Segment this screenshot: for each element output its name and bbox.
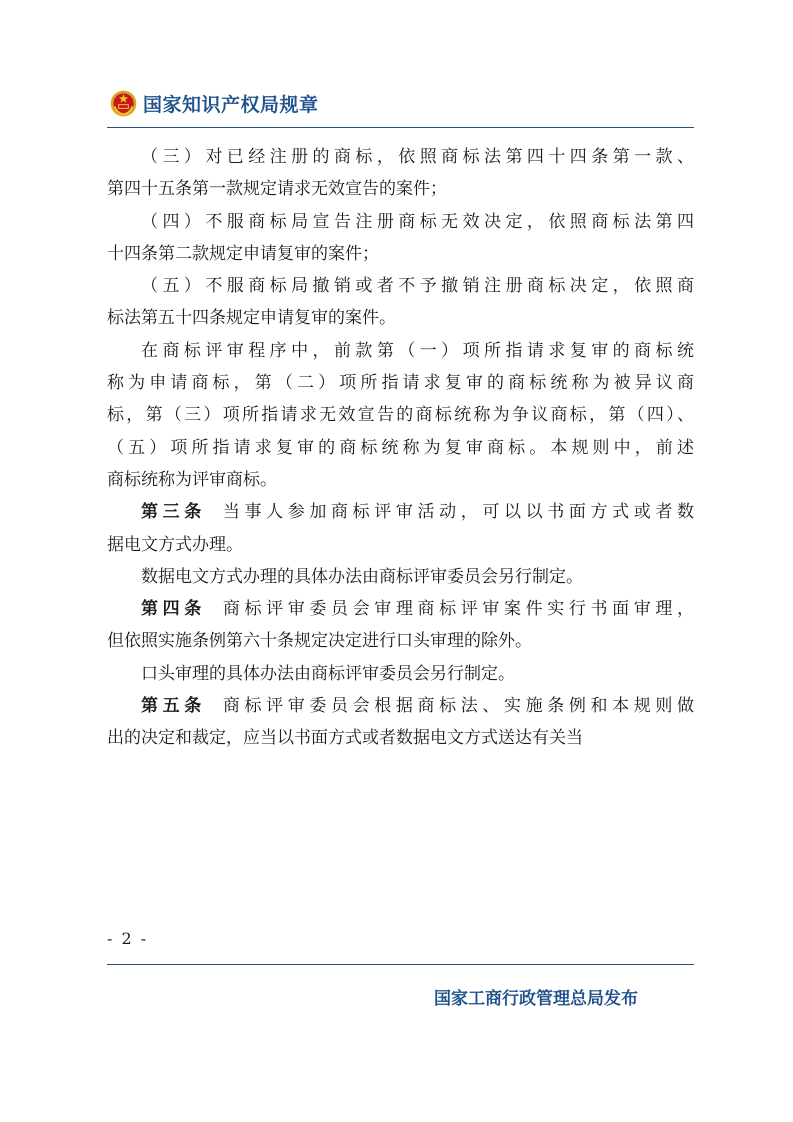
text-line [107, 399, 694, 431]
line-text: （三）对已经注册的商标，依照商标法第四十四条第一款、 [141, 147, 694, 167]
line-text: 标，第（三）项所指请求无效宣告的商标统称为争议商标，第（四）、 [107, 405, 694, 426]
article-number: 第四条 [141, 599, 206, 620]
text-line [107, 432, 694, 464]
header-title: 国家知识产权局规章 [143, 93, 319, 116]
text-line [107, 270, 694, 302]
national-emblem-icon [110, 90, 137, 117]
line-text: 称为申请商标，第（二）项所指请求复审的商标统称为被异议商 [107, 373, 694, 394]
text-line [107, 238, 694, 270]
header-divider [107, 127, 694, 128]
text-line [107, 335, 694, 367]
document-body [107, 141, 694, 755]
line-text: 商标统称为评审商标。 [107, 469, 277, 490]
text-line [107, 173, 694, 205]
text-line [107, 496, 694, 528]
line-text: 出的决定和裁定，应当以书面方式或者数据电文方式送达有关当 [107, 728, 583, 749]
line-text: （四）不服商标局宣告注册商标无效决定，依照商标法第四 [141, 211, 694, 232]
text-line [107, 206, 694, 238]
page-header [110, 87, 319, 119]
article-number: 第三条 [141, 502, 206, 523]
line-text: 商标评审委员会根据商标法、实施条例和本规则做 [222, 696, 694, 717]
line-text: 商标评审委员会审理商标评审案件实行书面审理， [222, 599, 694, 620]
text-line [107, 722, 694, 754]
line-text: （五）不服商标局撤销或者不予撤销注册商标决定，依照商 [141, 276, 694, 297]
line-text: 据电文方式办理。 [107, 534, 243, 555]
line-text: 第四十五条第一款规定请求无效宣告的案件； [107, 179, 447, 200]
text-line [107, 464, 694, 496]
text-line [107, 529, 694, 561]
article-number: 第五条 [141, 696, 206, 717]
text-line [107, 593, 694, 625]
line-text: 口头审理的具体办法由商标评审委员会另行制定。 [141, 663, 515, 684]
line-text: 在商标评审程序中，前款第（一）项所指请求复审的商标统 [141, 340, 694, 361]
text-line [107, 367, 694, 399]
line-text: 十四条第二款规定申请复审的案件； [107, 243, 379, 264]
line-text: 但依照实施条例第六十条规定决定进行口头审理的除外。 [107, 631, 532, 652]
line-text: 数据电文方式办理的具体办法由商标评审委员会另行制定。 [141, 566, 583, 587]
text-line [107, 690, 694, 722]
line-text: 标法第五十四条规定申请复审的案件。 [107, 308, 396, 329]
page-number: - 2 - [107, 929, 149, 948]
line-text: （五）项所指请求复审的商标统称为复审商标。本规则中，前述 [107, 437, 694, 458]
line-text: 当事人参加商标评审活动，可以以书面方式或者数 [222, 502, 694, 523]
text-line [107, 561, 694, 593]
text-line [107, 658, 694, 690]
text-line [107, 141, 694, 173]
footer-divider [107, 964, 694, 965]
footer-publisher: 国家工商行政管理总局发布 [434, 989, 638, 1009]
text-line [107, 302, 694, 334]
text-line [107, 625, 694, 657]
